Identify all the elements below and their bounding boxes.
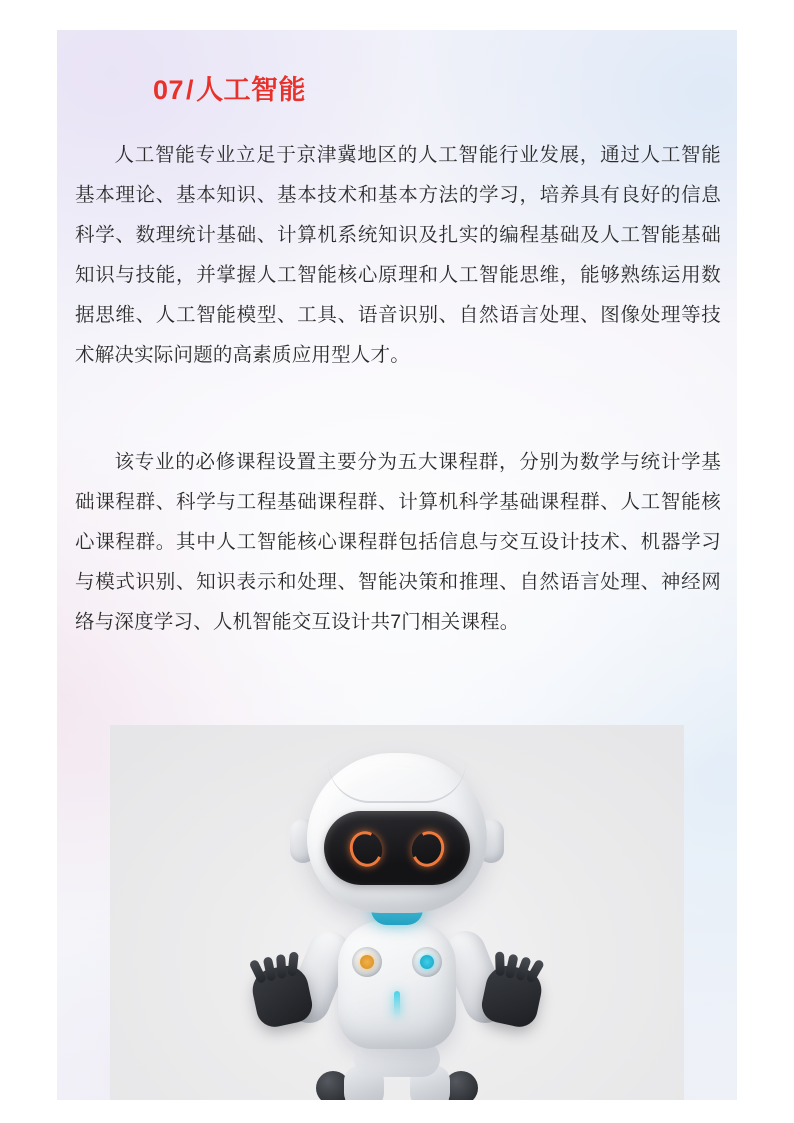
robot-finger [276, 954, 287, 979]
robot-face-visor [324, 811, 470, 885]
robot-eye-left [345, 827, 387, 872]
robot-chest-button-right [412, 947, 442, 977]
robot-eye-right [407, 827, 449, 872]
page-title [153, 68, 306, 107]
robot-finger [287, 952, 298, 977]
robot-finger [495, 952, 505, 976]
section-title: 人工智能 [196, 75, 307, 105]
robot-button-core [420, 955, 434, 969]
robot-chest-led [394, 991, 400, 1017]
section-number: 07 [153, 75, 185, 105]
robot-head-seam [328, 761, 466, 803]
robot-torso [338, 921, 456, 1049]
title-separator: / [186, 75, 195, 105]
robot-button-core [360, 955, 374, 969]
robot-chest-button-left [352, 947, 382, 977]
robot-illustration [232, 753, 562, 1100]
paragraph-2-text: 该专业的必修课程设置主要分为五大课程群，分别为数学与统计学基础课程群、科学与工程基础课程群、计算机科学基础课程群、人工智能核心课程群。其中人工智能核心课程群包括信息与交互设计技术、机器学习与模式识别、知识表示和处理、智能决策和推理、自然语言处理、神经网络与深度学习、人机智能交互设计共7门相关课程。 [75, 451, 721, 633]
paragraph-1-text: 人工智能专业立足于京津冀地区的人工智能行业发展，通过人工智能基本理论、基本知识、基本技术和基本方法的学习，培养具有良好的信息科学、数理统计基础、计算机系统知识及扎实的编程基础及人工智能基础知识与技能，并掌握人工智能核心原理和人工智能思维，能够熟练运用数据思维、人工智能模型、工具、语音识别、自然语言处理、图像处理等技术解决实际问题的高素质应用型人才。 [75, 144, 721, 366]
content-card [57, 30, 737, 1100]
paragraph-2 [75, 442, 721, 642]
paragraph-1 [75, 135, 721, 375]
ai-robot-photo [110, 725, 684, 1100]
